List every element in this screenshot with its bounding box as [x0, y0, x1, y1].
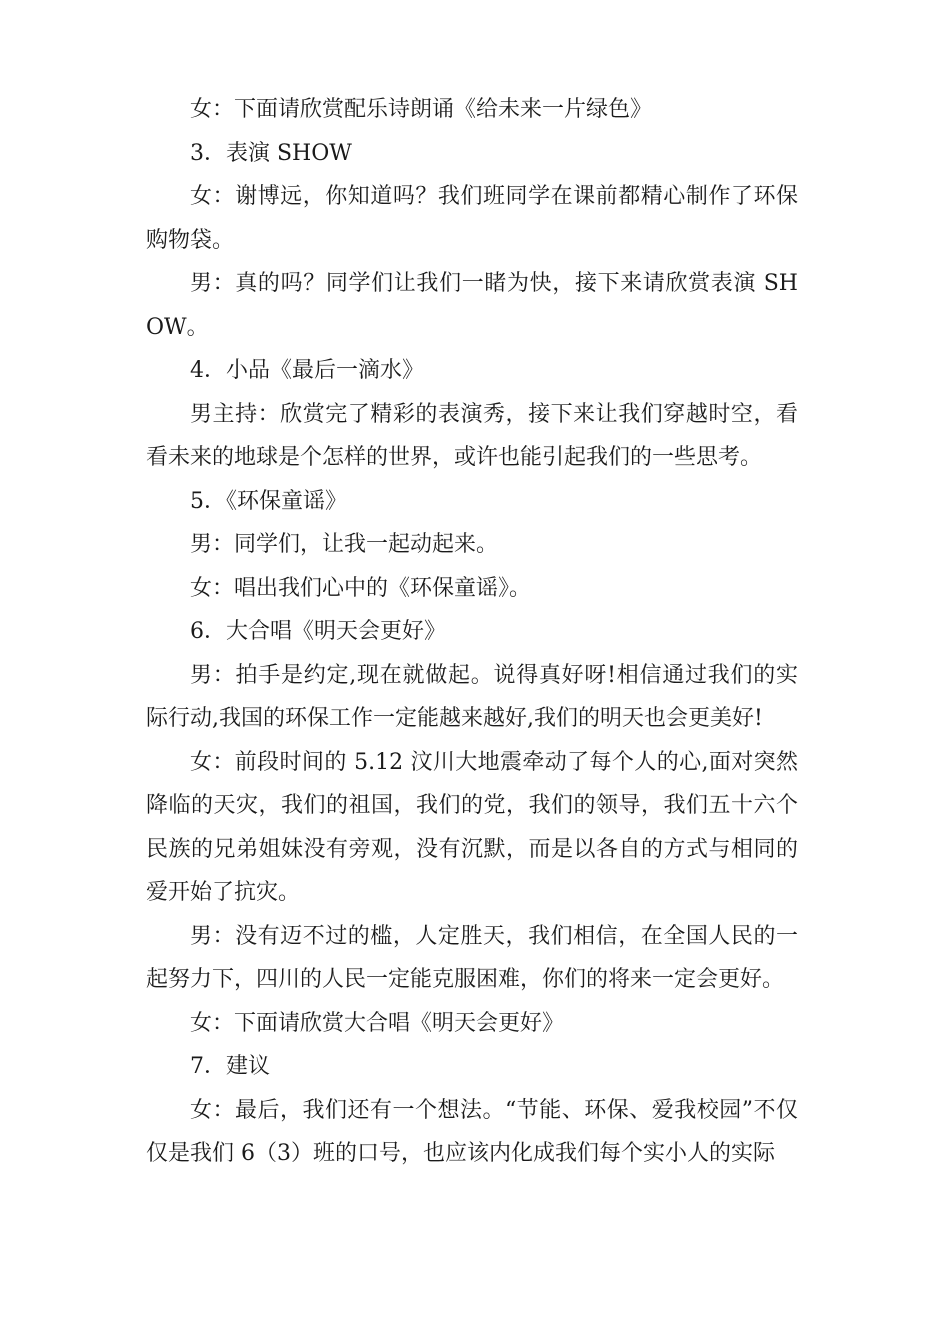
paragraph: 女：唱出我们心中的《环保童谣》。 — [190, 575, 532, 601]
paragraph: 女：下面请欣赏大合唱《明天会更好》 — [190, 1010, 565, 1036]
paragraph: 女：最后，我们还有一个想法。“节能、环保、爱我校园”不仅仅是我们 6（3）班的口号，也应该内化成我们每个实小人的实际 — [146, 1097, 798, 1166]
section-heading: 6．大合唱《明天会更好》 — [190, 619, 446, 644]
paragraph: 男：同学们，让我一起动起来。 — [190, 532, 499, 557]
paragraph: 女：前段时间的 5.12 汶川大地震牵动了每个人的心,面对突然降临的天灾，我们的祖国，我们的党，我们的领导，我们五十六个民族的兄弟姐妹没有旁观，没有沉默，而是以各自的方式与相同的爱开始了抗灾。 — [146, 749, 798, 905]
section-heading: 5．《环保童谣》 — [190, 488, 347, 514]
section-heading: 4．小品《最后一滴水》 — [190, 358, 424, 383]
section-heading: 3．表演 SHOW — [190, 140, 352, 166]
paragraph: 男主持：欣赏完了精彩的表演秀，接下来让我们穿越时空，看看未来的地球是个怎样的世界，或许也能引起我们的一些思考。 — [146, 401, 798, 470]
document-body — [146, 88, 798, 1176]
paragraph: 男：拍手是约定,现在就做起。说得真好呀!相信通过我们的实际行动,我国的环保工作一定能越来越好,我们的明天也会更美好! — [146, 662, 798, 731]
paragraph: 男：没有迈不过的槛，人定胜天，我们相信，在全国人民的一起努力下，四川的人民一定能克服困难，你们的将来一定会更好。 — [146, 923, 798, 992]
paragraph: 女：谢博远，你知道吗？我们班同学在课前都精心制作了环保购物袋。 — [146, 184, 798, 253]
paragraph: 男：真的吗？同学们让我们一睹为快，接下来请欣赏表演 SHOW。 — [146, 271, 798, 340]
section-heading: 7．建议 — [190, 1054, 270, 1079]
paragraph: 女：下面请欣赏配乐诗朗诵《给未来一片绿色》 — [190, 97, 653, 122]
